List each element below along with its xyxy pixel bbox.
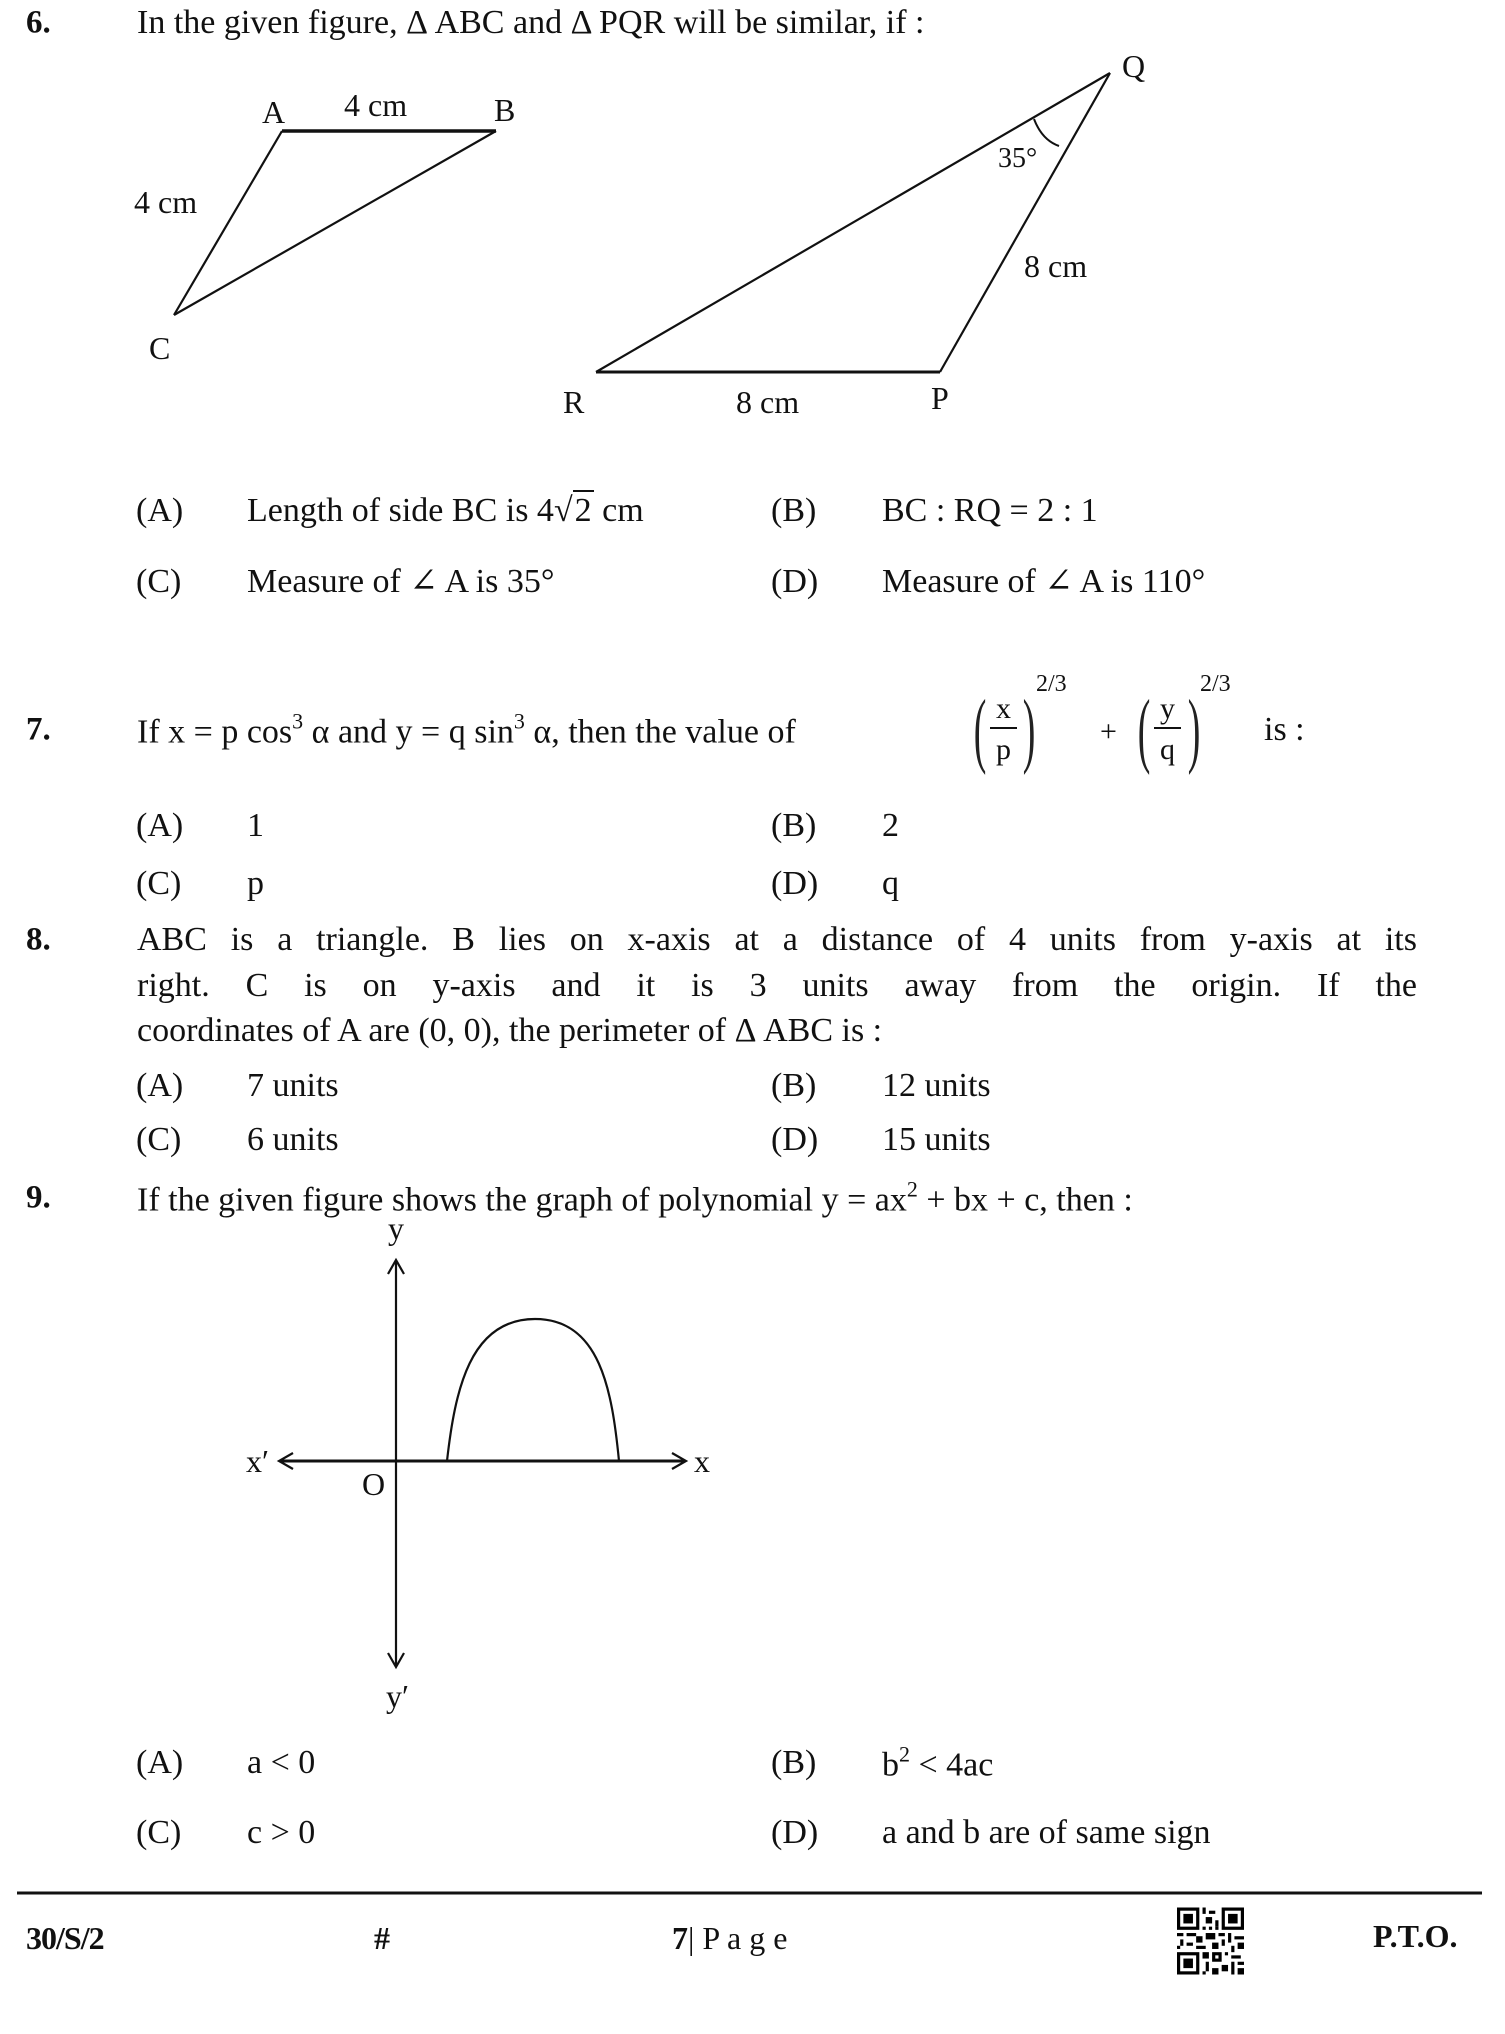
option-text[interactable]: 12 units [882, 1067, 991, 1104]
option-label[interactable]: (B) [771, 1067, 817, 1104]
option-text[interactable]: p [247, 865, 264, 902]
page-indicator [672, 1922, 787, 1954]
numerator: x [990, 692, 1017, 729]
question-8-line-1: ABC is a triangle. B lies on x-axis at a distance of 4 units from y-axis at its [137, 921, 1417, 958]
denominator: p [996, 733, 1011, 766]
text-part: If x = p cos [137, 713, 293, 751]
option-text[interactable]: 6 units [247, 1121, 339, 1158]
option-text-part: cm [593, 492, 644, 529]
option-label[interactable]: (D) [771, 865, 819, 902]
vertex-q-label: Q [1122, 48, 1146, 84]
question-6-text: In the given figure, Δ ABC and Δ PQR will be similar, if : [137, 4, 925, 41]
parabola-graph-figure [279, 1260, 686, 1667]
text-part: + bx + c, then : [917, 1181, 1133, 1219]
fraction-x-over-p [990, 692, 1017, 766]
option-text[interactable]: 1 [247, 807, 264, 844]
option-text[interactable]: 2 [882, 807, 899, 844]
page-number: 7 [672, 1920, 688, 1956]
exponent: 2/3 [1036, 671, 1067, 697]
superscript: 2 [906, 1176, 918, 1202]
side-ab-length: 4 cm [344, 87, 408, 123]
question-9-number: 9. [26, 1179, 51, 1216]
side-ac-length: 4 cm [134, 184, 198, 220]
vertex-a-label: A [262, 94, 286, 130]
option-text[interactable] [247, 494, 644, 528]
text-part: b [882, 1746, 899, 1784]
vertex-c-label: C [149, 330, 171, 366]
right-paren: ) [1187, 683, 1201, 776]
question-7-text-end: is : [1264, 711, 1305, 748]
option-label[interactable]: (D) [771, 563, 819, 600]
sqrt-symbol: √ [553, 492, 573, 529]
axis-label-x-neg: x′ [246, 1443, 269, 1479]
question-9-text [137, 1176, 1133, 1219]
option-text[interactable]: c > 0 [247, 1814, 316, 1851]
denominator: q [1160, 733, 1175, 766]
question-8-line-3: coordinates of A are (0, 0), the perimeter of Δ ABC is : [137, 1012, 883, 1049]
text-part: α, then the value of [524, 713, 796, 751]
superscript: 3 [292, 708, 304, 734]
vertex-p-label: P [931, 380, 949, 416]
option-text[interactable]: q [882, 865, 899, 902]
triangle-abc-figure [174, 131, 496, 315]
option-label[interactable]: (A) [136, 1067, 184, 1104]
side-rp-length: 8 cm [736, 384, 800, 420]
question-7-text [137, 708, 796, 751]
axis-label-y-neg: y′ [386, 1678, 409, 1714]
option-text[interactable]: Measure of ∠ A is 35° [247, 563, 555, 600]
option-text[interactable] [882, 1741, 994, 1784]
option-label[interactable]: (A) [136, 492, 184, 529]
left-paren: ( [1137, 683, 1151, 776]
sqrt-radicand: 2 [574, 492, 592, 529]
triangle-pqr-figure [596, 73, 1110, 372]
option-text[interactable]: 7 units [247, 1067, 339, 1104]
text-part: If the given figure shows the graph of polynomial y = ax [137, 1181, 907, 1219]
page-label: P a g e [702, 1920, 788, 1956]
option-text[interactable]: 15 units [882, 1121, 991, 1158]
option-text[interactable]: a and b are of same sign [882, 1814, 1211, 1851]
plus-sign: + [1100, 715, 1117, 748]
option-label[interactable]: (B) [771, 807, 817, 844]
text-part: < 4ac [910, 1746, 994, 1784]
option-label[interactable]: (A) [136, 1744, 184, 1781]
option-label[interactable]: (C) [136, 563, 182, 600]
option-text[interactable]: Measure of ∠ A is 110° [882, 563, 1206, 600]
question-8-line-2: right. C is on y-axis and it is 3 units away from the origin. If the [137, 967, 1417, 1004]
option-text[interactable]: BC : RQ = 2 : 1 [882, 492, 1098, 529]
numerator: y [1154, 692, 1181, 729]
angle-arc [1034, 119, 1059, 146]
side-qp-length: 8 cm [1024, 248, 1088, 284]
vertex-r-label: R [563, 384, 585, 420]
question-7-number: 7. [26, 711, 51, 748]
page-separator: | [688, 1920, 695, 1956]
axis-label-x: x [694, 1443, 710, 1479]
superscript: 2 [899, 1741, 910, 1767]
qr-code-icon [1177, 1907, 1244, 1975]
vertex-b-label: B [494, 92, 516, 128]
option-label[interactable]: (C) [136, 1121, 182, 1158]
option-label[interactable]: (A) [136, 807, 184, 844]
please-turn-over: P.T.O. [1373, 1918, 1458, 1954]
hash-mark: # [374, 1920, 390, 1956]
text-part: α and y = q sin [303, 713, 514, 751]
right-paren: ) [1022, 683, 1036, 776]
option-text[interactable]: a < 0 [247, 1744, 316, 1781]
origin-label: O [362, 1466, 386, 1502]
question-6-number: 6. [26, 4, 51, 41]
left-paren: ( [973, 683, 987, 776]
paper-code: 30/S/2 [26, 1920, 104, 1956]
option-label[interactable]: (C) [136, 1814, 182, 1851]
option-label[interactable]: (B) [771, 1744, 817, 1781]
option-label[interactable]: (D) [771, 1121, 819, 1158]
option-label[interactable]: (B) [771, 492, 817, 529]
option-label[interactable]: (D) [771, 1814, 819, 1851]
option-label[interactable]: (C) [136, 865, 182, 902]
option-text-part: Length of side BC is 4 [247, 492, 554, 529]
question-8-number: 8. [26, 921, 51, 958]
axis-label-y: y [388, 1210, 404, 1246]
exponent: 2/3 [1200, 671, 1231, 697]
superscript: 3 [513, 708, 525, 734]
angle-q-measure: 35° [998, 143, 1038, 174]
fraction-y-over-q [1154, 692, 1181, 766]
